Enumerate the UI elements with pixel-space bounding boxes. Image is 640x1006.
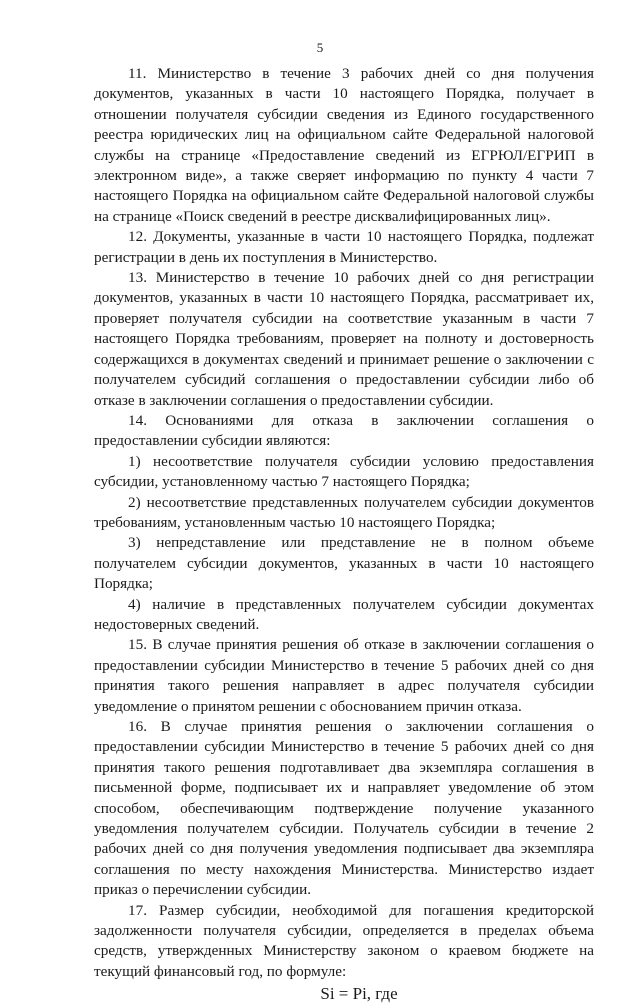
paragraph-16: 16. В случае принятия решения о заключении соглашения о предоставлении субсидии Министерство в течение 5 рабочих дней со дня принятия такого решения подготавливает два экземпляра соглашения в письменной форме, подписывает их и направляет уведомление об этом способом, обеспечивающим подтверждение получение указанного уведомления получателем субсидии. Получатель субсидии в течение 2 рабочих дней со дня получения уведомления подписывает два экземпляра соглашения по месту нахождения Министерства. Министерство издает приказ о перечислении субсидии.	[94, 718, 594, 899]
list-item-4: 4) наличие в представленных получателем субсидии документах недостоверных сведений.	[94, 595, 594, 633]
list-item-1: 1) несоответствие получателя субсидии условию предоставления субсидии, установленному частью 7 настоящего Порядка;	[94, 452, 594, 491]
paragraph-13: 13. Министерство в течение 10 рабочих дней со дня регистрации документов, указанных в части 10 настоящего Порядка, рассматривает их, проверяет получателя субсидии на соответствие указанным в части 7 настоящего Порядка требованиям, проверяет на полноту и достоверность содержащихся в документах сведений и принимает решение о заключении с получателем субсидий соглашения о предоставлении субсидии либо об отказе в заключении соглашения о предоставлении субсидии.	[94, 269, 594, 409]
paragraph-11: 11. Министерство в течение 3 рабочих дней со дня получения документов, указанных в части 10 настоящего Порядка, получает в отношении получателя субсидии сведения из Единого государственного реестра юридических лиц на официальном сайте Федеральной налоговой службы на странице «Предоставление сведений из ЕГРЮЛ/ЕГРИП в электронном виде», а также сверяет информацию по пункту 4 части 7 настоящего Порядка на официальном сайте Федеральной налоговой службы на странице «Поиск сведений в реестре дисквалифицированных лиц».	[94, 65, 594, 225]
document-body	[94, 64, 594, 1006]
paragraph-15: 15. В случае принятия решения об отказе в заключении соглашения о предоставлении субсидии Министерство в течение 5 рабочих дней со дня принятия такого решения направляет в адрес получателя субсидии уведомление о принятом решении с обоснованием причин отказа.	[94, 636, 594, 715]
paragraph-17: 17. Размер субсидии, необходимой для погашения кредиторской задолженности получателя субсидии, определяется в пределах объема средств, утвержденных Министерству законом о краевом бюджете на текущий финансовый год, по формуле:	[94, 901, 594, 980]
paragraph-14: 14. Основаниями для отказа в заключении соглашения о предоставлении субсидии являются:	[94, 411, 594, 450]
page-number: 5	[316, 40, 324, 55]
list-item-2: 2) несоответствие представленных получателем субсидии документов требованиям, установленным частью 10 настоящего Порядка;	[94, 493, 594, 531]
paragraph-12: 12. Документы, указанные в части 10 настоящего Порядка, подлежат регистрации в день их поступления в Министерство.	[94, 228, 594, 266]
formula: Si = Pi, где	[320, 984, 398, 1004]
list-item-3: 3) непредставление или представление не в полном объеме получателем субсидии документов, указанных в части 10 настоящего Порядка;	[94, 534, 594, 593]
